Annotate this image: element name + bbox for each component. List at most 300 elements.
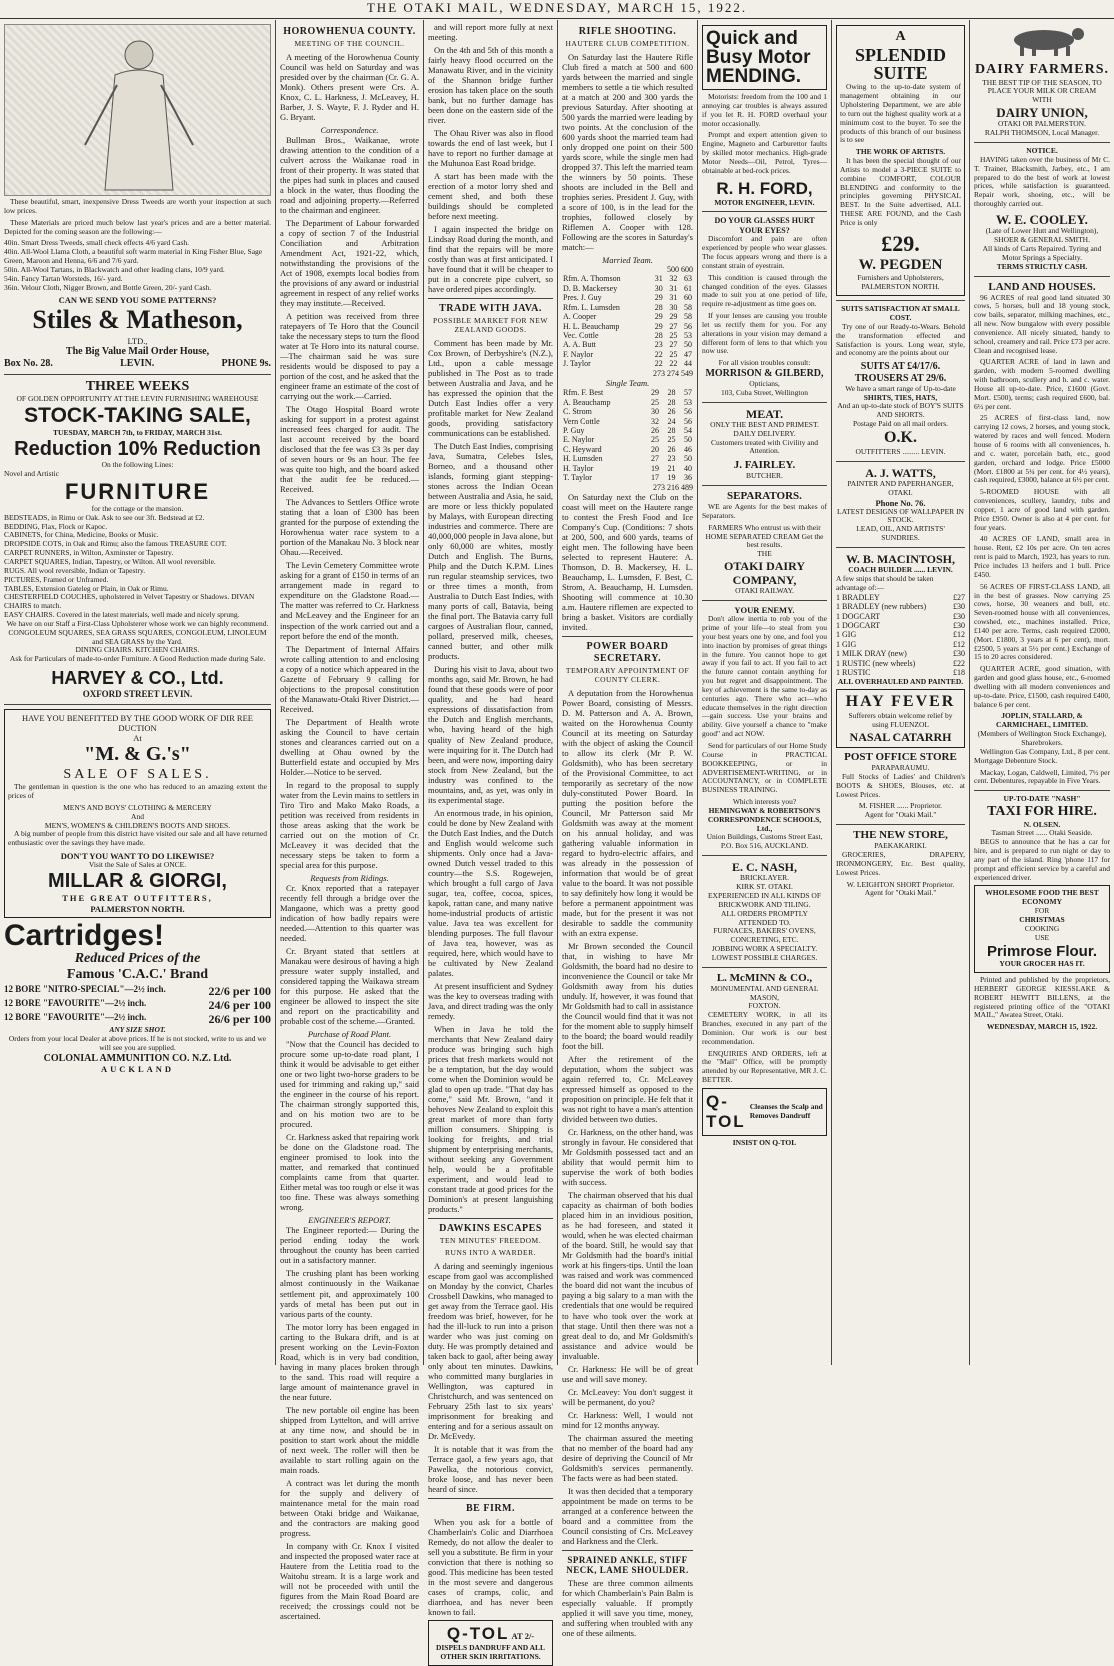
dress-item: 50in. All-Wool Tartans, in Blackwatch and other leading clans, 10/9 yard.: [4, 264, 225, 274]
notice-heading: NOTICE.: [1026, 146, 1058, 156]
eyes-text: If your lenses are causing you trouble let us rectify them for you. For any alterations in your vision may demand a different form of lens to that which you now use.: [702, 311, 827, 356]
cooley-sub: (Late of Lower Hutt and Wellington), SHOER & GENERAL SMITH.: [985, 226, 1099, 245]
article-paragraph: The Department of Health wrote asking the Council to have certain stones and clearances carried out on a dwelling at Ohau owned by the Butterfield estate and occupied by Mrs Holder.—Notice to be served.: [280, 716, 419, 777]
furniture-line: PICTURES, Framed or Unframed.: [4, 574, 109, 584]
score-cell: 28: [667, 425, 676, 435]
cartridge-row: 12 BORE "FAVOURITE"—2½ inch. 24/6 per 100: [4, 997, 271, 1012]
score-cell: 19: [667, 473, 676, 483]
work-of-artists: THE WORK OF ARTISTS.: [855, 147, 946, 157]
jobbing: JOBBING WORK A SPECIALTY.: [711, 944, 818, 954]
table-row: [562, 274, 693, 283]
shooter-name: E. Naylor: [563, 435, 595, 445]
score-cell: 27: [669, 321, 678, 331]
score-cell: 54: [684, 425, 692, 435]
list-item: [836, 593, 965, 602]
suite-text: Owing to the up-to-date system of management obtaining in our Upholstering Department, we are able to turn out the highest quality work at a minimum cost to the buyer. To see the products of this branch of our business is to see: [840, 82, 961, 145]
pegden-name: W. PEGDEN: [858, 256, 943, 273]
olsen-address: Tasman Street ...... Otaki Seaside.: [991, 828, 1093, 838]
sprained-title: SPRAINED ANKLE, STIFF NECK, LAME SHOULDER.: [566, 1554, 689, 1576]
artists-text: It has been the special thought of our Artists to model a 3-PIECE SUITE to combine COMFORT, COLOUR BLENDING and conformity to the principles governing PHYSICAL BEST. In the Suite advertised, ALL THESE ARE FOUND, and the Cash Price is only: [840, 156, 961, 227]
article-paragraph: The Otago Hospital Board wrote asking for support in a protest against increased fees charged for audit. The last account received by the board disclosed that the fee was £3 3s per day of seven hours or 9s an hour. The fee was quite too high, and the board asked that the audit fee be reduced.—Received.: [280, 404, 419, 495]
article-paragraph: and will report more fully at next meeting.: [428, 22, 553, 43]
score-cell: 25: [669, 349, 678, 359]
land-item: 56 ACRES OF FIRST-CLASS LAND, all in the best of grasses. Now carrying 25 cows, horse, 30 weaners and bull, etc. Seven-roomed house with all conveniences, cowshed, etc., machines installed. Price, £140 per acre. Terms, cash required £2000, (Mort. £1800, 3 years at 6 per cent), mort. £2500, 5 years at 5½ per cent.) Exchange of 15 to 20 acres considered.: [974, 581, 1110, 662]
cooley-name: W. E. COOLEY.: [996, 211, 1088, 227]
column-5: [698, 20, 832, 1365]
cow-icon: [974, 24, 1110, 58]
stiles-ltd: LTD.,: [127, 336, 148, 347]
ford-name: R. H. FORD,: [716, 178, 813, 198]
article-paragraph: Cr. Harkness: He will be of great use and will save money.: [562, 1363, 693, 1384]
article-paragraph: Cr. Bryant stated that settlers at Manakau were desirous of having a high pressure water supply installed, and considered tapping the Waikawa stream for this purpose. He asked that the engineer be allowed to inspect the site and report on the practicability and probable cost of the scheme.—Granted.: [280, 945, 419, 1027]
dress-item: 40in. All-Wool Llama Cloth, a beautiful soft warm material in King Fisher Blue, Sage Green, Maroon and Henna, 6/6 and 7/6 yard.: [4, 247, 263, 266]
stock-dates: TUESDAY, MARCH 7th, to FRIDAY, MARCH 31st.: [53, 427, 222, 437]
trade-java-sub: POSSIBLE MARKET FOR NEW ZEALAND GOODS.: [433, 316, 548, 335]
primrose-flour: Primrose Flour.: [986, 942, 1098, 960]
fairley-name: J. FAIRLEY.: [733, 459, 796, 472]
score-cell: 53: [684, 331, 692, 341]
dawkins-sub: TEN MINUTES' FREEDOM.: [439, 1236, 542, 1246]
furniture-line: EASY CHAIRS. Covered in the latest materials, well made and nicely sprung.: [4, 610, 240, 620]
famous-brand: Famous 'C.A.C.' Brand: [66, 967, 209, 983]
article-paragraph: The motor lorry has been engaged in carting to the Bukara drift, and is at present working on the Levin-Foxton Road, which is in very bad condition, having in many places broken through to the sand. This road will require a large amount of maintenance gravel in the near future.: [280, 1321, 419, 1402]
enquiries-text: ENQUIRIES AND ORDERS, left at the "Mail" Office, will be promptly attended by our Representative, MR J. C. BETTER.: [702, 1048, 827, 1085]
article-paragraph: The Advances to Settlers Office wrote stating that a loan of £300 has been granted for the purpose of extending the Horowhenua water race system to a portion of the Manakau No. 3 block near Ohau.—Received.: [280, 497, 419, 558]
stiles-name: Stiles & Matheson,: [32, 305, 243, 335]
score-cell: 40: [684, 463, 692, 473]
table-row: [562, 303, 693, 312]
paekakariki: PAEKAKARIKI.: [874, 841, 927, 851]
stiles-box: Box No. 28.: [4, 357, 53, 369]
score-cell: 28: [667, 397, 676, 407]
article-paragraph: On Saturday last the Hautere Rifle Club fired a match at 500 and 600 yards between the married and single members to settle a tie which resulted at a match at 200 and 300 yards the previous Saturday. After shooting at 500 yards the married were leading by two points. At the conclusion of the 600 yards shoot the married team had only dropped one point on their 500 yards score, while the single men had dropped 37. This left the married team the winners by 50 points. These shoots are included in the Bell and trophies series. President J. Guy, with a score of 100, is in the lead for the trophies, followed closely by Riflemen A. Cooper with 128. Following are the scores in Saturday's match:—: [562, 51, 693, 252]
mackay-logan: Mackay, Logan, Caldwell, Limited, 7½ per cent. Debentures, repayable in Five Years.: [974, 767, 1110, 786]
score-cell: 17: [651, 473, 660, 483]
land-houses: LAND AND HOUSES.: [988, 280, 1096, 293]
article-paragraph: When you ask for a bottle of Chamberlain's Colic and Diarrhoea Remedy, do not allow the dealer to sell you a substitute. Be firm in your conviction that there is nothing so good. This medicine has been tested in the most severe and dangerous cases of cramps, colic, and diarrhoea, and has never been known to fail.: [428, 1516, 553, 1618]
qtol-side: Cleanses the Scalp and Removes Dandruff: [749, 1102, 823, 1121]
score-cell: 32: [651, 416, 660, 426]
article-paragraph: After the retirement of the deputation, whom the subject was again referred to, Cr. McLeavey expressed himself as opposed to the proposition on principle. He felt that it was not right to have a man's attention divided between two duties.: [562, 1054, 694, 1125]
rifle-sub: HAUTERE CLUB COMPETITION.: [565, 38, 690, 48]
separators-text: WE are Agents for the best makes of Separators.: [702, 501, 827, 520]
shooter-name: F. Naylor: [563, 349, 594, 359]
woman-figure-icon: [5, 25, 273, 195]
cartridges-heading: Cartridges!: [4, 918, 165, 952]
orders-note: Orders from your local Dealer at above prices. If he is not stocked, write to us and we will see you are supplied.: [8, 1033, 267, 1052]
score-cell: 56: [684, 321, 692, 331]
score-cell: 20: [651, 444, 660, 454]
furniture-line: DROPSIDE COTS, in Oak and Rimu; also the famous TREASURE COT.: [4, 539, 227, 549]
shooter-name: Vern Cottle: [563, 416, 600, 426]
orders: ALL ORDERS PROMPTLY ATTENDED TO.: [721, 908, 808, 927]
and-line: And: [131, 811, 144, 821]
snip-name: 1 BRADLEY (new rubbers): [836, 602, 927, 612]
paraparaumu: PARAPARAUMU.: [871, 763, 930, 773]
article-paragraph: On the 4th and 5th of this month a fairly heavy flood occurred on the Manawatu River, and in the vicinity of the Shannon bridge further erosion has taken place on the south bank, but no further damage has been done on the eastern side of the river.: [428, 45, 553, 126]
suits-heading: SUITS SATISFACTION AT SMALL COST.: [841, 304, 960, 322]
notice-text: HAVING taken over the business of Mr C. T. Trainer, Blacksmith, Jarbey, etc., I am prepared to do the best of work at lowest prices, while satisfaction is guaranteed. Repair work, shoeing, etc., will be thoroughly carried out.: [974, 154, 1110, 209]
prompt-text: Prompt and expert attention given to Engine, Magneto and Carburettor faults by skilled motor mechanics. High-grade Motor Needs—Oil, Petrol, Tyres—obtainable at bed-rock prices.: [702, 130, 827, 175]
shooter-name: C. Strom: [563, 407, 592, 417]
stiles-phone: PHONE 9s.: [221, 357, 271, 369]
score-cell: 25: [651, 397, 660, 407]
snip-price: £18: [953, 668, 965, 678]
score-cell: 21: [667, 463, 676, 473]
score-cell: 24: [667, 416, 676, 426]
furniture-line: CHESTERFIELD COUCHES, upholstered in Velvet Tapestry or Shadows. DIVAN CHAIRS to match.: [4, 592, 255, 611]
power-board-sub: TEMPORARY APPOINTMENT OF COUNTY CLERK.: [565, 665, 690, 684]
womens-line: MEN'S, WOMEN'S & CHILDREN'S BOOTS AND SHOES.: [44, 820, 231, 830]
furniture-line: BEDSTEADS, in Rimu or Oak. Ask to see our 3ft. Bedstead at £2.: [4, 512, 205, 522]
shooter-name: Rfm. F. Best: [563, 388, 604, 398]
qtol-logo: Q-TOL: [706, 1091, 746, 1132]
article-paragraph: In regard to the proposal to supply water from the Levin mains to settlers in Tiro Tiro and Mako Mako Roads, a petition was received from residents in those areas asking that the work be carried out on the motion of Cr. McLeavey it was decided that the necessary steps be taken to form a special area for this purpose.: [280, 779, 419, 870]
snip-price: £12: [953, 630, 965, 640]
motorists-text: Motorists: freedom from the 100 and 1 annoying car troubles is always assured if you let R. H. FORD overhaul your motor occasionally.: [702, 92, 827, 128]
snip-name: 1 DOGCART: [836, 620, 881, 630]
hay-fever: HAY FEVER: [845, 693, 956, 711]
table-row: [562, 464, 693, 473]
shooter-name: D. B. Mackersey: [563, 283, 618, 293]
snips-list: [836, 593, 965, 678]
article-paragraph: The Department of Internal Affairs wrote calling attention to and enclosing a copy of a notice which appeared in the Gazette of February 9 calling for objections to the proposal constitution of the Manawatu-Otaki River District.—Received.: [280, 643, 419, 714]
list-item: [836, 621, 965, 630]
range: We have a smart range of Up-to-date: [845, 383, 956, 393]
dawkins-sub-2: RUNS INTO A WARDER.: [445, 1247, 536, 1257]
quick-motor-ad: [702, 25, 827, 90]
shooter-name: Rfm. A. Thomson: [563, 274, 621, 284]
dress-illustration: [4, 24, 271, 196]
horowhenua-title: HOROWHENUA COUNTY.: [283, 26, 416, 37]
article-paragraph: It was then decided that a temporary appointment be made on terms to be arranged at a conference between the board and a committee from the Council consisting of Crs. McLeavey and Harkness and the Clerk.: [562, 1485, 693, 1546]
score-cell: 44: [684, 359, 692, 369]
shooter-name: A. Cooper: [563, 312, 597, 322]
article-paragraph: Comment has been made by Mr. Cox Brown, of Derbyshire's (N.Z.), Ltd., upon a cable message published in The Post as to trade between Australia and Java, and he has expressed the opinion that the Dutch East Indies offer a very profitable market for New Zealand goods, providing satisfactory communications can be established.: [428, 337, 553, 439]
lowest-charges: LOWEST POSSIBLE CHARGES.: [711, 952, 818, 962]
stiles-town: LEVIN.: [120, 357, 155, 369]
shooter-name: A. A. Butt: [563, 340, 596, 350]
score-cell: 25: [667, 435, 676, 445]
meat-line: DAILY DELIVERY.: [733, 428, 796, 438]
stiles-footer: [4, 358, 271, 370]
power-board-title: POWER BOARD SECRETARY.: [586, 641, 669, 665]
for-cottage: for the cottage or the mansion.: [91, 503, 184, 513]
subheading: Requests from Ridings.: [310, 872, 389, 883]
list-item: [836, 649, 965, 658]
gentleman-text: The gentleman in question is the one who has reduced to an amazing extent the prices of: [8, 782, 267, 800]
shooter-name: Vec. Cottle: [563, 331, 599, 341]
dress-text: These beautiful, smart, inexpensive Dress Tweeds are worth your inspection at such low prices.: [4, 197, 271, 215]
article-paragraph: These are three common ailments for which Chamberlain's Pain Balm is especially valuable. If promptly applied it will save you time, money, and suffering when troubled with any one of these ailments.: [562, 1578, 693, 1639]
shooter-name: T. Taylor: [563, 473, 592, 483]
separators-heading: SEPARATORS.: [727, 490, 802, 502]
postage: Postage Paid on all mail orders.: [853, 419, 948, 429]
shooter-name: H. Lumsden: [563, 454, 603, 464]
eyes-consult: For all vision troubles consult:: [718, 358, 811, 368]
meat-heading: MEAT.: [745, 406, 784, 421]
opticians-address: 103, Cuba Street, Wellington: [721, 387, 808, 397]
cooking: COOKING: [1024, 923, 1060, 933]
mens-line: MEN'S AND BOYS' CLOTHING & MERCERY: [63, 802, 212, 812]
article-paragraph: On Saturday next the Club on the coast will meet on the Hautere range to contest the Fresh Food and Ice Company's Cup. (Conditions: 7 shots at 200, 500, and 600 yards, teams of eight men. The following have been selected to represent Hautere: A. Thomson, D. B. Mackersey, H. L. Beauchamp, L. Lumsden, F. Best, C. Strom, A. Beauchamp, H. Lumsden. Shooting will commence at 10.30 a.m. Hautere riflemen are expected to bring a basket. Visitors are cordially invited.: [562, 492, 693, 633]
furniture-line: DINING CHAIRS. KITCHEN CHAIRS.: [75, 645, 200, 655]
three-weeks: THREE WEEKS: [85, 378, 190, 394]
palmerston-north: PALMERSTON NORTH.: [90, 903, 185, 914]
suite-price: £29.: [881, 230, 920, 256]
kinds: All kinds of Carts Repaired. Tyring and Motor Springs a Specialty.: [982, 244, 1102, 262]
snip-name: 1 GIG: [836, 639, 857, 649]
painter: PAINTER AND PAPERHANGER, OTAKI.: [847, 478, 954, 497]
shooter-name: C. Heyward: [563, 444, 602, 454]
following-lines: On the following Lines:: [101, 460, 174, 470]
article-paragraph: "Now that the Council has decided to procure some up-to-date road plant, I think it would be advisable to get either one or two light two-horse graders to be used for trimming and raking up," said the engineer in the course of his report. The chairman strongly supported this, and on his motion two are to be procured.: [280, 1039, 419, 1130]
column-4: [558, 20, 698, 1639]
article-paragraph: Mr Brown seconded the Council that, in wishing to have Mr Goldsmith, the board had no desire to inconvenience the Council or take Mr Goldsmith away from his duties unduly. If, however, it was found that Mr Goldsmith had to call in assistance the Council would find that it was not for the moment able to supply himself to the board; the board would readily foot the bill.: [562, 940, 693, 1052]
meat-line: Customers treated with Civility and Attention.: [710, 437, 819, 456]
article-paragraph: Cr. Knox reported that a ratepayer recently fell through a bridge over the Mangaone, which was a pretty good indication of how badly repairs were needed.—Attention to this quarter was needed.: [280, 882, 419, 943]
article-paragraph: Bullman Bros., Waikanae, wrote drawing attention to the condition of a culvert across the Waikanae road in front of their property. It was stated that the pipes had sunk in places and caused a block in the water, thus flooding the road and adjoining property.—Referred to the chairman and engineer.: [280, 134, 419, 215]
millar-name: MILLAR & GIORGI,: [48, 869, 227, 892]
otaki-dairy: OTAKI DAIRY COMPANY,: [723, 559, 806, 588]
printed-by: Printed and published by the proprietors, HERBERT GEORGE KIESSLAKE & ROBERT HEWITT BILLENS, at the registered printing office of the "OTAKI MAIL," Awatea Street, Otaki.: [974, 975, 1110, 1020]
table-row: [562, 407, 693, 416]
article-paragraph: A contract was let during the month for the supply and delivery of maintenance metal for the main road between Otaki bridge and Waikanae, and the contractors are making good progress.: [280, 1477, 419, 1538]
shooter-name: A. Beauchamp: [563, 397, 611, 407]
score-cell: 30: [654, 283, 663, 293]
snip-price: £30: [953, 649, 965, 659]
score-cell: 26: [667, 407, 676, 417]
cartridge-row: 12 BORE "FAVOURITE"—2½ inch. 26/6 per 100: [4, 1011, 271, 1026]
list-item: [836, 659, 965, 668]
snip-name: 1 DOGCART: [836, 611, 881, 621]
furnaces: FURNACES, BAKERS' OVENS, CONCRETING, ETC.: [713, 926, 816, 945]
land-item: QUARTER ACRE, good situation, with garden and good glass house, etc., 6-roomed dwelling with all modern conveniences and up-to-date. Price, £1500, cash required £400, balance 6 per cent.: [974, 664, 1110, 709]
snip-price: £27: [953, 592, 965, 602]
score-cell: 29: [654, 321, 663, 331]
furniture-line: BEDDING, Flax, Flock or Kapoc.: [4, 521, 108, 531]
married-team-heading: Married Team.: [602, 254, 653, 265]
trade-java-title: TRADE WITH JAVA.: [439, 303, 542, 315]
furniture-line: CABINETS, for China, Medicine, Books or Music.: [4, 530, 159, 540]
meat-line: ONLY THE BEST AND PRIMEST.: [710, 419, 819, 429]
snip-price: £22: [953, 658, 965, 668]
mg-sale-ad: [4, 709, 271, 918]
wellington-gas: Wellington Gas Company, Ltd., 8 per cent. Mortgage Debenture Stock.: [974, 746, 1110, 765]
colonial-ammunition: COLONIAL AMMUNITION CO. N.Z. Ltd.: [43, 1052, 232, 1064]
score-cell: 58: [684, 302, 692, 312]
groceries: GROCERIES, DRAPERY, IRONMONGERY, Etc. Best quality, Lowest Prices.: [836, 849, 965, 877]
score-cell: 50: [684, 454, 692, 464]
score-cell: 29: [651, 388, 660, 398]
hay-sub: Sufferers obtain welcome relief by using FLUENZOL: [848, 711, 953, 730]
christmas: CHRISTMAS: [1019, 915, 1065, 925]
table-row: [562, 331, 693, 340]
nash-name: E. C. NASH,: [731, 860, 797, 875]
latest-designs: LATEST DESIGNS OF WALLPAPER IN STOCK.: [837, 506, 964, 525]
dont-line: DON'T YOU WANT TO DO LIKEWISE?: [60, 851, 215, 862]
table-row: [562, 312, 693, 321]
score-cell: 56: [684, 407, 692, 417]
article-paragraph: A daring and seemingly ingenious escape from gaol was accomplished on Monday by the convict, Charles Crossbell Dawkins, who managed to get away from the Terrace gaol. His freedom was brief, however, for he had the ill-luck to run into a prison warder who was just coming on duty. He was promptly detained and taken back to gaol, after being away only about ten minutes. Dawkins, who committed many burglaries in Wellington, was captured in Christchurch, and was sentenced on February 25th last to six years' imprisonment for breaking and entering and for a serious assault on Dr. McEvedy.: [428, 1260, 553, 1441]
score-cell: 30: [651, 407, 660, 417]
snip-price: £30: [953, 602, 965, 612]
the-label: THE: [757, 549, 772, 559]
correspondence-heading: Correspondence.: [320, 124, 379, 135]
foxton: FOXTON.: [748, 1001, 781, 1011]
list-item: [836, 640, 965, 649]
score-cell: 31: [669, 293, 678, 303]
score-cell: 30: [669, 302, 678, 312]
dairy-farmers: DAIRY FARMERS.: [974, 62, 1110, 78]
great-outfitters: THE GREAT OUTFITTERS,: [62, 893, 213, 904]
golden-opportunity: OF GOLDEN OPPORTUNITY AT THE LEVIN FURNISHING WAREHOUSE: [16, 394, 259, 404]
shirts: SHIRTS, TIES, HATS,: [863, 392, 938, 402]
quick-busy-heading: Quick and Busy Motor MENDING.: [706, 28, 811, 87]
stock-taking-sale: STOCK-TAKING SALE,: [24, 404, 251, 428]
dairy-union-sub: OTAKI OR PALMERSTON.: [998, 119, 1086, 129]
morrison-name: MORRISON & GILBERD,: [705, 368, 824, 380]
eyes-text: Discomfort and pain are often experienced by people who wear glasses. The focus appears wrong and there is a constant strain of eyestrain.: [702, 234, 827, 270]
shooter-name: P. Guy: [563, 425, 585, 435]
furniture-line: RUGS. All wool reversible, Indian or Tapestry.: [4, 565, 146, 575]
snip-price: £30: [953, 620, 965, 630]
leighton: W. LEIGHTON SHORT Proprietor.: [846, 879, 955, 889]
begs-text: BEGS to announce that he has a car for hire, and is prepared to run night or day to any part of the island. Ring 'phone 117 for prompt and efficient service by a careful and experienced driver.: [974, 837, 1110, 882]
cemetery-text: CEMETERY WORK, in all its Branches, executed in any part of the Dominion. Our work is our best recommendation.: [702, 1010, 827, 1046]
eyes-title: DO YOUR GLASSES HURT YOUR EYES?: [714, 216, 815, 235]
score-cell: 23: [654, 340, 663, 350]
article-paragraph: Cr. Harkness, on the other hand, was strongly in favour. He considered that Mr Goldsmith possessed tact and an ability that would permit him to supervise the work of both bodies with success.: [562, 1127, 693, 1188]
score-cell: 60: [684, 293, 692, 303]
primrose-flour-ad: [974, 885, 1110, 973]
coach-builder: COACH BUILDER ...... LEVIN.: [848, 565, 953, 575]
column-3: [424, 20, 558, 1661]
score-cell: 53: [684, 397, 692, 407]
mg-name: "M. & G.'s": [84, 743, 191, 766]
score-cell: 22: [669, 359, 678, 369]
table-row: [562, 454, 693, 463]
subheading: ENGINEER'S REPORT.: [308, 1215, 391, 1226]
snip-price: £12: [953, 639, 965, 649]
harvey-name: HARVEY & CO., Ltd.: [51, 668, 224, 689]
list-item: [836, 630, 965, 639]
column-7: [970, 20, 1114, 1365]
score-cell: 25: [669, 331, 678, 341]
interests: Which interests you?: [732, 797, 797, 807]
article-paragraph: An enormous trade, in his opinion, could be done by New Zealand with the Dutch East Indies, and the Dutch and English would welcome such shipments. Only once had a Java-owned Dutch vessel traded to this country—the S.S. Rogewejen, which brought a full cargo of Java sugar, tea, coffee, cocoa, spices, kapok, rattan cane, and many native home-industrial products of artistic value. Java tea was excellent for blending purposes. The full flavour of Java tea, however, was as required, here, which would have to be cultivated by New Zealand palates.: [428, 807, 553, 978]
new-store: THE NEW STORE,: [853, 829, 948, 842]
score-cell: 29: [654, 293, 663, 303]
table-row: [562, 322, 693, 331]
article-paragraph: In company with Cr. Knox I visited and inspected the proposed water race at Hautere from the Letitia road to the Waitohu stream. It is a large work and will not be proceeded with until the figures from the Main Road Board are received; the crossings could not be ascertained.: [280, 1540, 419, 1621]
otaki-railway: OTAKI RAILWAY.: [735, 586, 794, 596]
suits-text: Try one of our Ready-to-Wears. Behold the transformation effected and Satisfaction is yours. Long wear, style, and economy are the points about our: [836, 321, 965, 358]
monumental: MONUMENTAL AND GENERAL MASON,: [710, 983, 819, 1002]
eyes-text: This condition is caused through the changed condition of the eyes. Glasses made to suit you at one period of life, require re-adjustment as time goes on.: [702, 272, 827, 309]
article-paragraph: The Levin Cemetery Committee wrote asking for a grant of £150 in terms of an arrangement made in regard to expenditure on the Gladstone Road.—The matter was referred to Cr. Harkness and McLeavey and the Engineer for an inspection of the work carried out and a report before the end of the month.: [280, 560, 419, 641]
score-cell: 28: [667, 388, 676, 398]
furniture-line: We have on our Staff a First-Class Upholsterer whose work we can highly recommend.: [6, 618, 269, 628]
score-cell: 31: [654, 274, 663, 284]
qtol-ad-2: [702, 1088, 827, 1136]
fisher: M. FISHER ...... Proprietor.: [858, 801, 943, 811]
mcminn-name: L. McMINN & CO.,: [716, 971, 813, 984]
insist-qtol: INSIST ON Q-TOL: [732, 1138, 797, 1148]
shooter-name: H. Taylor: [563, 463, 594, 473]
splendid-suite-ad: [836, 25, 965, 296]
agent-2: Agent for "Otaki Mail.": [864, 888, 937, 898]
article-paragraph: The new portable oil engine has been shipped from Lyttelton, and will arrive at any time now, and should be in position to start work about the middle of next week. The roller will then be available to start rolling again on the main roads.: [280, 1404, 419, 1475]
few-snips: A few snips that should be taken advantage of:—: [836, 573, 934, 592]
furniture-heading: FURNITURE: [64, 478, 211, 504]
reduced-prices: Reduced Prices of the: [74, 950, 201, 966]
article-paragraph: The Engineer reported:— During the period ending today the work throughout the county has been carried out in a satisfactory manner.: [280, 1225, 419, 1266]
shooter-name: Rfm. L. Lumsden: [563, 302, 620, 312]
score-cell: 22: [654, 359, 663, 369]
patterns-line: CAN WE SEND YOU SOME PATTERNS?: [58, 295, 217, 306]
boys: And an up-to-date stock of BOY'S SUITS AND SHORTS.: [837, 401, 964, 420]
terms: TERMS STRICTLY CASH.: [996, 261, 1088, 271]
score-cell: 28: [654, 331, 663, 341]
send-text: Send for particulars of our Home Study Course in PRACTICAL BOOKKEEPING, or in ADVERTISEMENT-WRITING, or in ACCOUNTANCY, or in COMPLETE BUSINESS TRAINING.: [702, 741, 827, 795]
article-paragraph: A start has been made with the erection of a motor lorry shed and cement shed, and both these buildings should be completed before next meeting.: [428, 171, 553, 222]
have-you: HAVE YOU BENEFITTED BY THE GOOD WORK OF DIR REE DUCTION: [22, 712, 253, 733]
ralph-thomson: RALPH THOMSON, Local Manager.: [984, 128, 1100, 138]
table-row: [562, 445, 693, 454]
single-total: 273 216 489: [653, 482, 693, 492]
be-firm-title: BE FIRM.: [466, 1503, 515, 1515]
table-row: [562, 426, 693, 435]
score-cell: 57: [684, 388, 692, 398]
article-paragraph: A meeting of the Horowhenua County Council was held on Saturday and was presided over by the chairman (Cr. G. A. Monk). Others present were Crs. A. Knox, C. L. Harkness, J. McLeavey, H. Barber, J. S. Wayte, F. J. Ryder and H. G. Bryant.: [280, 51, 419, 122]
land-item: 25 ACRES of first-class land, now carrying 12 cows, 2 horses, and young stock, watered by races and well fenced. Modern house of 6 rooms with all conveniences, h. and c. water, porcelain bath, etc., good garden, orchard and lodge. Price £5000 (Mort. £1800 at 5¼ per cent. for 4½ years), cash required, £3000, balance at 6½ per cent.: [974, 413, 1110, 485]
married-team-table: [562, 274, 693, 368]
hemingway: HEMINGWAY & ROBERTSON'S CORRESPONDENCE SCHOOLS, Ltd.,: [707, 805, 822, 833]
overhauled: ALL OVERHAULED AND PAINTED.: [837, 676, 964, 686]
article-paragraph: The Department of Labour forwarded a copy of section 7 of the Industrial Conciliation and Arbitration Amendment Act, 1921-22, which, notwithstanding the provisions of the Act of 1908, exempts local bodies from the provisions of any award or industrial agreement in respect of any relief works they may institute.—Received.: [280, 217, 419, 309]
article-paragraph: I again inspected the bridge on Lindsay Road during the month, and find that the repairs will be more costly than was at first anticipated. I have found that it will be cheaper to put in a concrete pipe culvert, so have ordered pipes accordingly.: [428, 224, 553, 295]
a-label: A: [895, 29, 906, 44]
post-office-store: POST OFFICE STORE: [844, 751, 957, 764]
list-item: [836, 602, 965, 611]
column-6: [832, 20, 970, 1365]
taxi-for-hire: TAXI FOR HIRE.: [987, 804, 1097, 820]
shooter-name: J. Taylor: [563, 359, 591, 369]
shooter-name: H. L. Beauchamp: [563, 321, 620, 331]
shooter-name: Pres. J. Guy: [563, 293, 602, 303]
land-item: 40 ACRES OF LAND, small area in house. Rent, £2 10s per acre. On ten acres rent is paid to March, 1923, has years to run. Price includes 13 heifers and 1 bull. Price £450.: [974, 534, 1110, 579]
at-label: At: [133, 733, 142, 743]
table-row: [562, 340, 693, 349]
agent: Agent for "Otaki Mail.": [864, 810, 937, 820]
macintosh-name: W. B. MACINTOSH,: [845, 551, 956, 566]
article-paragraph: Cr. Harkness asked that repairing work be done on the Gladstone road. The engineer promised to look into the matter, and remarked that continued complaints came from that quarter. Either metal was too rough or else it was too fine. These was always something wrong.: [280, 1132, 419, 1213]
reduction-banner: Reduction 10% Reduction: [14, 437, 261, 460]
table-row: [562, 359, 693, 368]
enemy-heading: YOUR ENEMY.: [734, 605, 795, 616]
table-row: [562, 350, 693, 359]
score-cell: 36: [684, 473, 692, 483]
score-cell: 27: [669, 340, 678, 350]
dress-item: 36in. Velour Cloth, Nigger Brown, and Bottle Green, 20/- yard Cash.: [4, 282, 212, 292]
watts-phone: Phone No. 76.: [875, 497, 926, 508]
score-cell: 50: [684, 340, 692, 350]
article-paragraph: The crushing plant has been working almost continuously in the Waikanae settlement pit, and approximately 100 yards of metal has been put out in various parts of the county.: [280, 1268, 419, 1319]
qtol-logo: Q-TOL: [446, 1624, 510, 1644]
bricklayer: BRICKLAYER.: [739, 873, 790, 883]
farmers-text: FARMERS Who entrust us with their HOME SEPARATED CREAM Get the best results.: [705, 522, 824, 550]
